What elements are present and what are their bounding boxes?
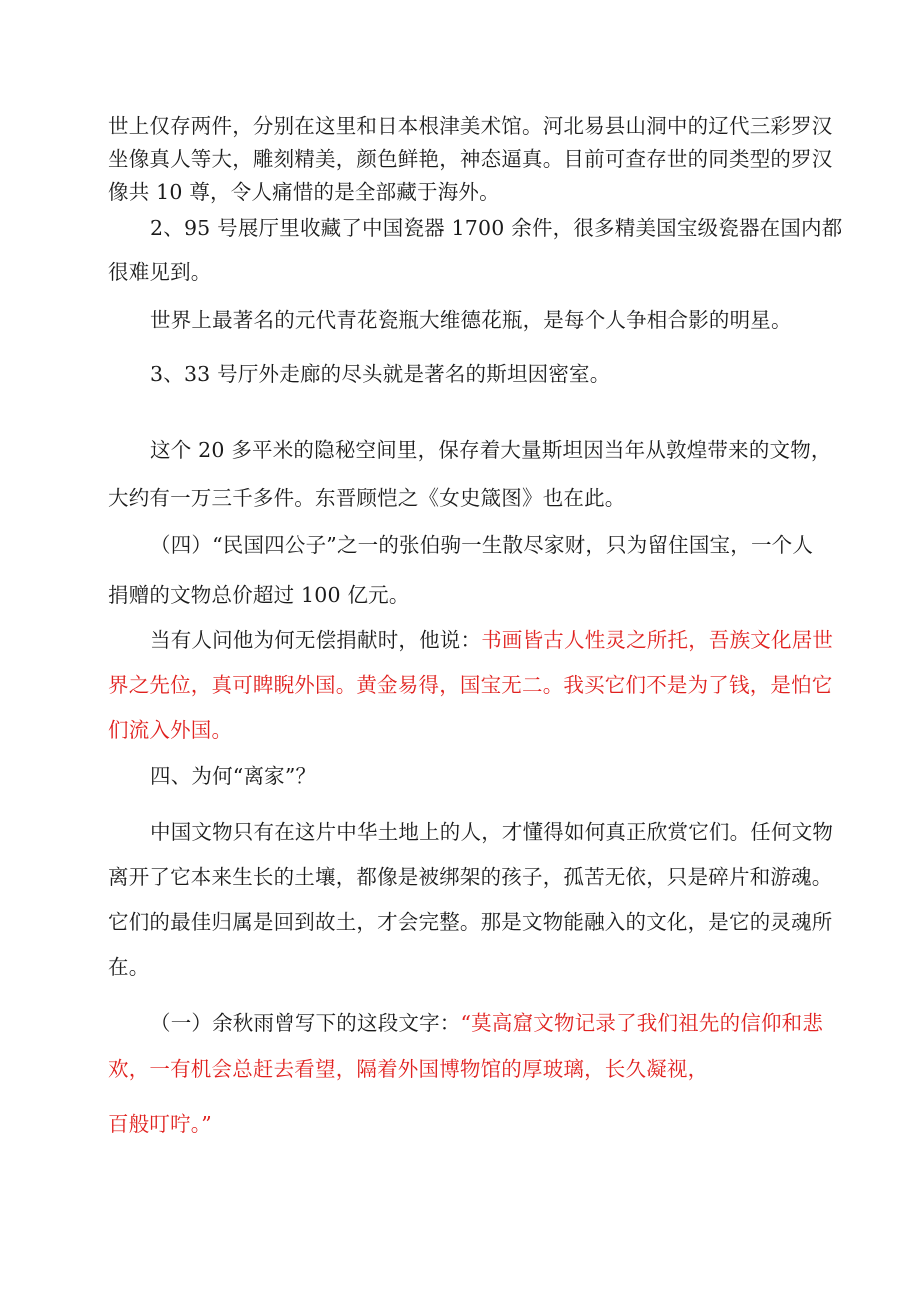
text-line [108,1000,824,1046]
text-line: 很难见到。 [108,260,212,284]
quote-text: 百般叮咛。” [108,1112,212,1136]
section-heading-why-leave [108,760,814,793]
text-line: （四）“民国四公子”之一的张伯驹一生散尽家财，只为留住国宝，一个人 [150,533,814,557]
text-line: 大约有一万三千多件。东晋顾恺之《女史箴图》也在此。 [108,486,626,510]
paragraph-stein-room [108,426,832,522]
text-line: 在。 [108,955,150,979]
text-line: 世上仅存两件，分别在这里和日本根津美术馆。河北易县山洞中的辽代三彩罗汉 [108,114,833,138]
text-line: 世界上最著名的元代青花瓷瓶大维德花瓶，是每个人争相合影的明星。 [150,308,792,332]
text-line: 2、95 号展厅里收藏了中国瓷器 1700 余件，很多精美国宝级瓷器在国内都 [150,216,843,240]
quote-text: 书画皆古人性灵之所托，吾族文化居世 [481,628,834,652]
quote-text: 欢，一有机会总赶去看望，隔着外国博物馆的厚玻璃，长久凝视， [108,1057,709,1081]
quote-text: “莫高窟文物记录了我们祖先的信仰和悲 [460,1011,824,1035]
quote-intro: 当有人问他为何无偿捐献时，他说： [150,628,482,652]
text-line: 像共 10 尊，令人痛惜的是全部藏于海外。 [108,180,500,204]
paragraph-zhang-boju [108,520,814,620]
text-line: 3、33 号厅外走廊的尽头就是著名的斯坦因密室。 [150,362,611,386]
paragraph-hall-95 [108,206,843,294]
text-line [108,618,834,663]
text-line: 捐赠的文物总价超过 100 亿元。 [108,583,410,607]
text-line: 它们的最佳归属是回到故土，才会完整。那是文物能融入的文化，是它的灵魂所 [108,910,833,934]
paragraph-yu-qiuyu-quote-end [108,1108,814,1141]
paragraph-yu-qiuyu-quote [108,1000,824,1092]
text-line: 中国文物只有在这片中华土地上的人，才懂得如何真正欣赏它们。任何文物 [150,820,834,844]
text-line: 坐像真人等大，雕刻精美，颜色鲜艳，神态逼真。目前可查存世的同类型的罗汉 [108,147,833,171]
paragraph-arhat-statues [108,110,833,209]
paragraph-hall-33 [108,358,814,391]
quote-intro: （一）余秋雨曾写下的这段文字： [150,1011,461,1035]
paragraph-cultural-relics [108,810,834,990]
text-line: 这个 20 多平米的隐秘空间里，保存着大量斯坦因当年从敦煌带来的文物， [150,438,832,462]
text-line: 离开了它本来生长的土壤，都像是被绑架的孩子，孤苦无依，只是碎片和游魂。 [108,865,833,889]
quote-text: 们流入外国。 [108,718,233,742]
quote-text: 界之先位，真可睥睨外国。黄金易得，国宝无二。我买它们不是为了钱，是怕它 [108,673,833,697]
section-title: 四、为何“离家”？ [150,764,317,788]
paragraph-david-vases [108,304,814,337]
paragraph-zhang-quote [108,618,834,753]
